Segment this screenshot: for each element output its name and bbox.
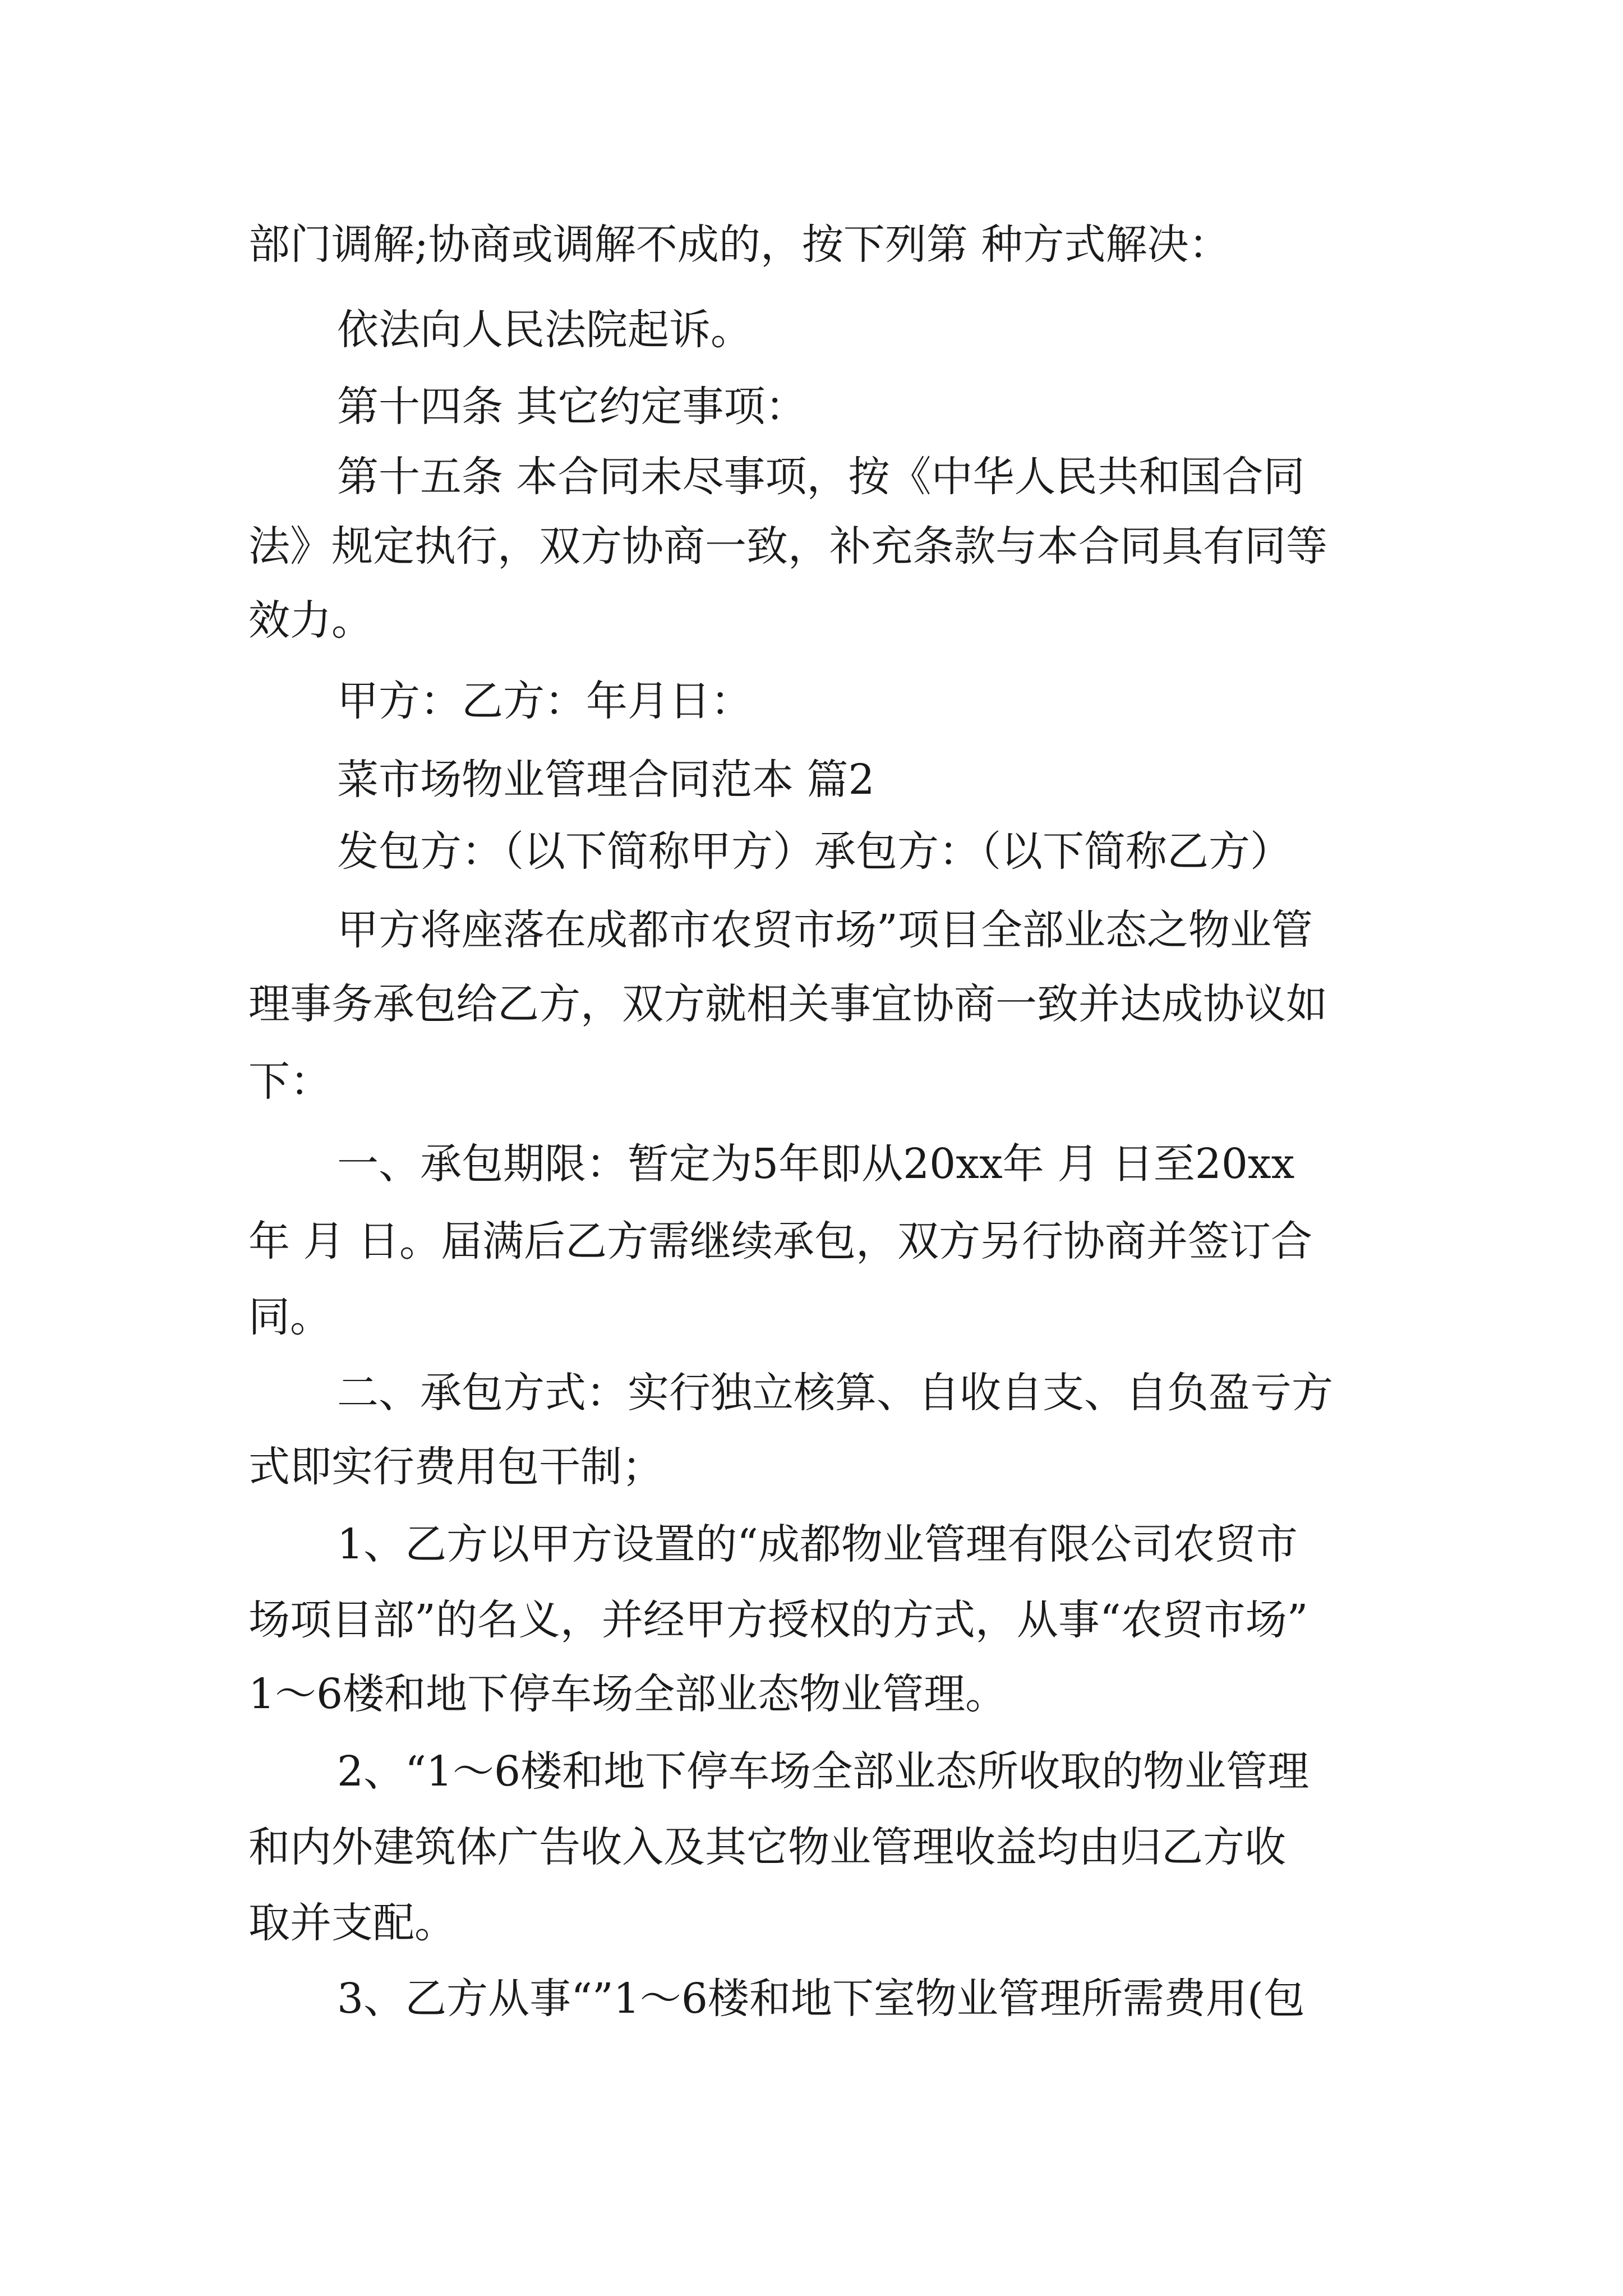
text-line-9: 发包方：（以下简称甲方）承包方：（以下简称乙方）: [337, 827, 1292, 876]
text-line-11: 理事务承包给乙方，双方就相关事宜协商一致并达成协议如: [248, 980, 1327, 1028]
text-line-1: 部门调解;协商或调解不成的，按下列第 种方式解决：: [248, 220, 1230, 269]
text-line-19: 场项目部”的名义，并经甲方授权的方式，从事“农贸市场”: [248, 1596, 1308, 1644]
text-line-8: 菜市场物业管理合同范本 篇2: [337, 756, 875, 804]
text-line-4: 第十五条 本合同未尽事项，按《中华人民共和国合同: [337, 453, 1305, 501]
text-line-14: 年 月 日。届满后乙方需继续承包，双方另行协商并签订合: [248, 1217, 1313, 1266]
text-line-3: 第十四条 其它约定事项：: [337, 383, 807, 431]
text-line-21: 2、“1～6楼和地下停车场全部业态所收取的物业管理: [337, 1747, 1310, 1796]
text-line-22: 和内外建筑体广告收入及其它物业管理收益均由归乙方收: [248, 1823, 1286, 1871]
text-line-16: 二、承包方式：实行独立核算、自收自支、自负盈亏方: [337, 1369, 1333, 1417]
text-line-12: 下：: [248, 1057, 331, 1106]
text-line-18: 1、乙方以甲方设置的“成都物业管理有限公司农贸市: [337, 1520, 1298, 1568]
text-line-15: 同。: [248, 1293, 331, 1341]
text-line-13: 一、承包期限：暂定为5年即从20xx年 月 日至20xx: [337, 1140, 1295, 1188]
text-line-23: 取并支配。: [248, 1899, 456, 1947]
text-line-2: 依法向人民法院起诉。: [337, 306, 752, 354]
text-line-17: 式即实行费用包干制；: [248, 1443, 663, 1491]
text-line-20: 1～6楼和地下停车场全部业态物业管理。: [248, 1670, 1007, 1718]
text-line-5: 法》规定执行，双方协商一致，补充条款与本合同具有同等: [248, 522, 1327, 570]
text-line-6: 效力。: [248, 596, 373, 645]
text-line-7: 甲方：乙方：年月日：: [337, 677, 752, 725]
text-line-10: 甲方将座落在成都市农贸市场”项目全部业态之物业管: [337, 906, 1313, 954]
text-line-24: 3、乙方从事“”1～6楼和地下室物业管理所需费用(包: [337, 1975, 1305, 2023]
